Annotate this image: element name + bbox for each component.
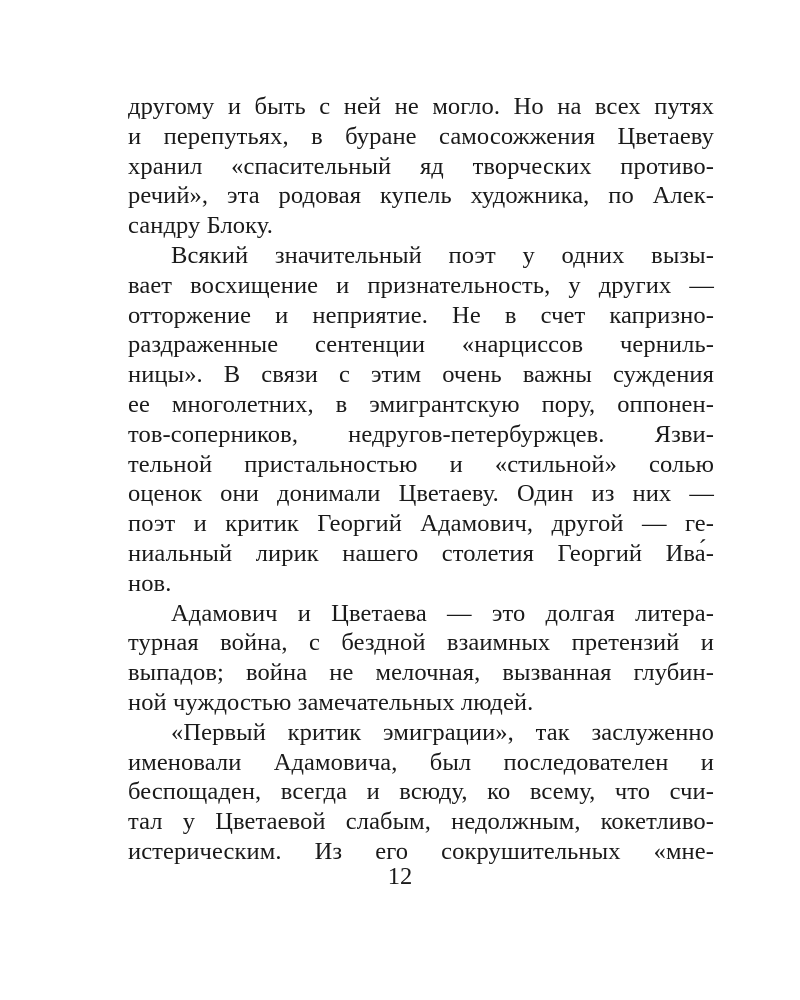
page-number: 12 (387, 863, 413, 890)
body-text (128, 92, 714, 867)
text-line-6: Всякий значительный поэт у одних вызы- (171, 241, 714, 269)
text-line-21: ной чуждостью замечательных людей. (128, 688, 534, 716)
text-line-2: и перепутьях, в буране самосожжения Цветаеву (128, 122, 714, 150)
text-line-13: тельной пристальностью и «стильной» солью (128, 450, 714, 478)
text-line-24: беспощаден, всегда и всюду, ко всему, что счи- (128, 778, 714, 806)
text-line-26: истерическим. Из его сокрушительных «мне- (128, 837, 714, 865)
text-line-1: другому и быть с ней не могло. Но на всех путях (128, 93, 714, 120)
text-line-10: ницы». В связи с этим очень важны суждения (128, 361, 714, 389)
text-line-4: речий», эта родовая купель художника, по Алек- (128, 182, 714, 210)
text-line-8: отторжение и неприятие. Не в счет капризно- (128, 301, 714, 329)
text-line-5: сандру Блоку. (128, 212, 273, 240)
text-line-11: ее многолетних, в эмигрантскую пору, оппонен- (128, 390, 714, 418)
text-line-12: тов-соперников, недругов-петербуржцев. Язви- (128, 420, 714, 448)
text-line-14: оценок они донимали Цветаеву. Один из них — (128, 480, 714, 508)
text-line-19: турная война, с бездной взаимных претензий и (128, 629, 714, 657)
text-line-7: вает восхищение и признательность, у других — (128, 271, 714, 299)
text-line-15: поэт и критик Георгий Адамович, другой — ге- (128, 510, 714, 538)
text-line-16: ниальный лирик нашего столетия Георгий Ива́- (128, 539, 714, 567)
text-line-25: тал у Цветаевой слабым, недолжным, кокетливо- (128, 808, 714, 836)
text-line-18: Адамович и Цветаева — это долгая литера- (171, 599, 714, 627)
text-line-17: нов. (128, 569, 172, 597)
text-line-22: «Первый критик эмиграции», так заслуженно (171, 718, 714, 746)
text-line-9: раздраженные сентенции «нарциссов черниль- (128, 331, 714, 359)
text-line-23: именовали Адамовича, был последователен и (128, 748, 714, 776)
text-line-3: хранил «спасительный яд творческих противо- (128, 152, 714, 180)
text-line-20: выпадов; война не мелочная, вызванная глубин- (128, 659, 714, 687)
